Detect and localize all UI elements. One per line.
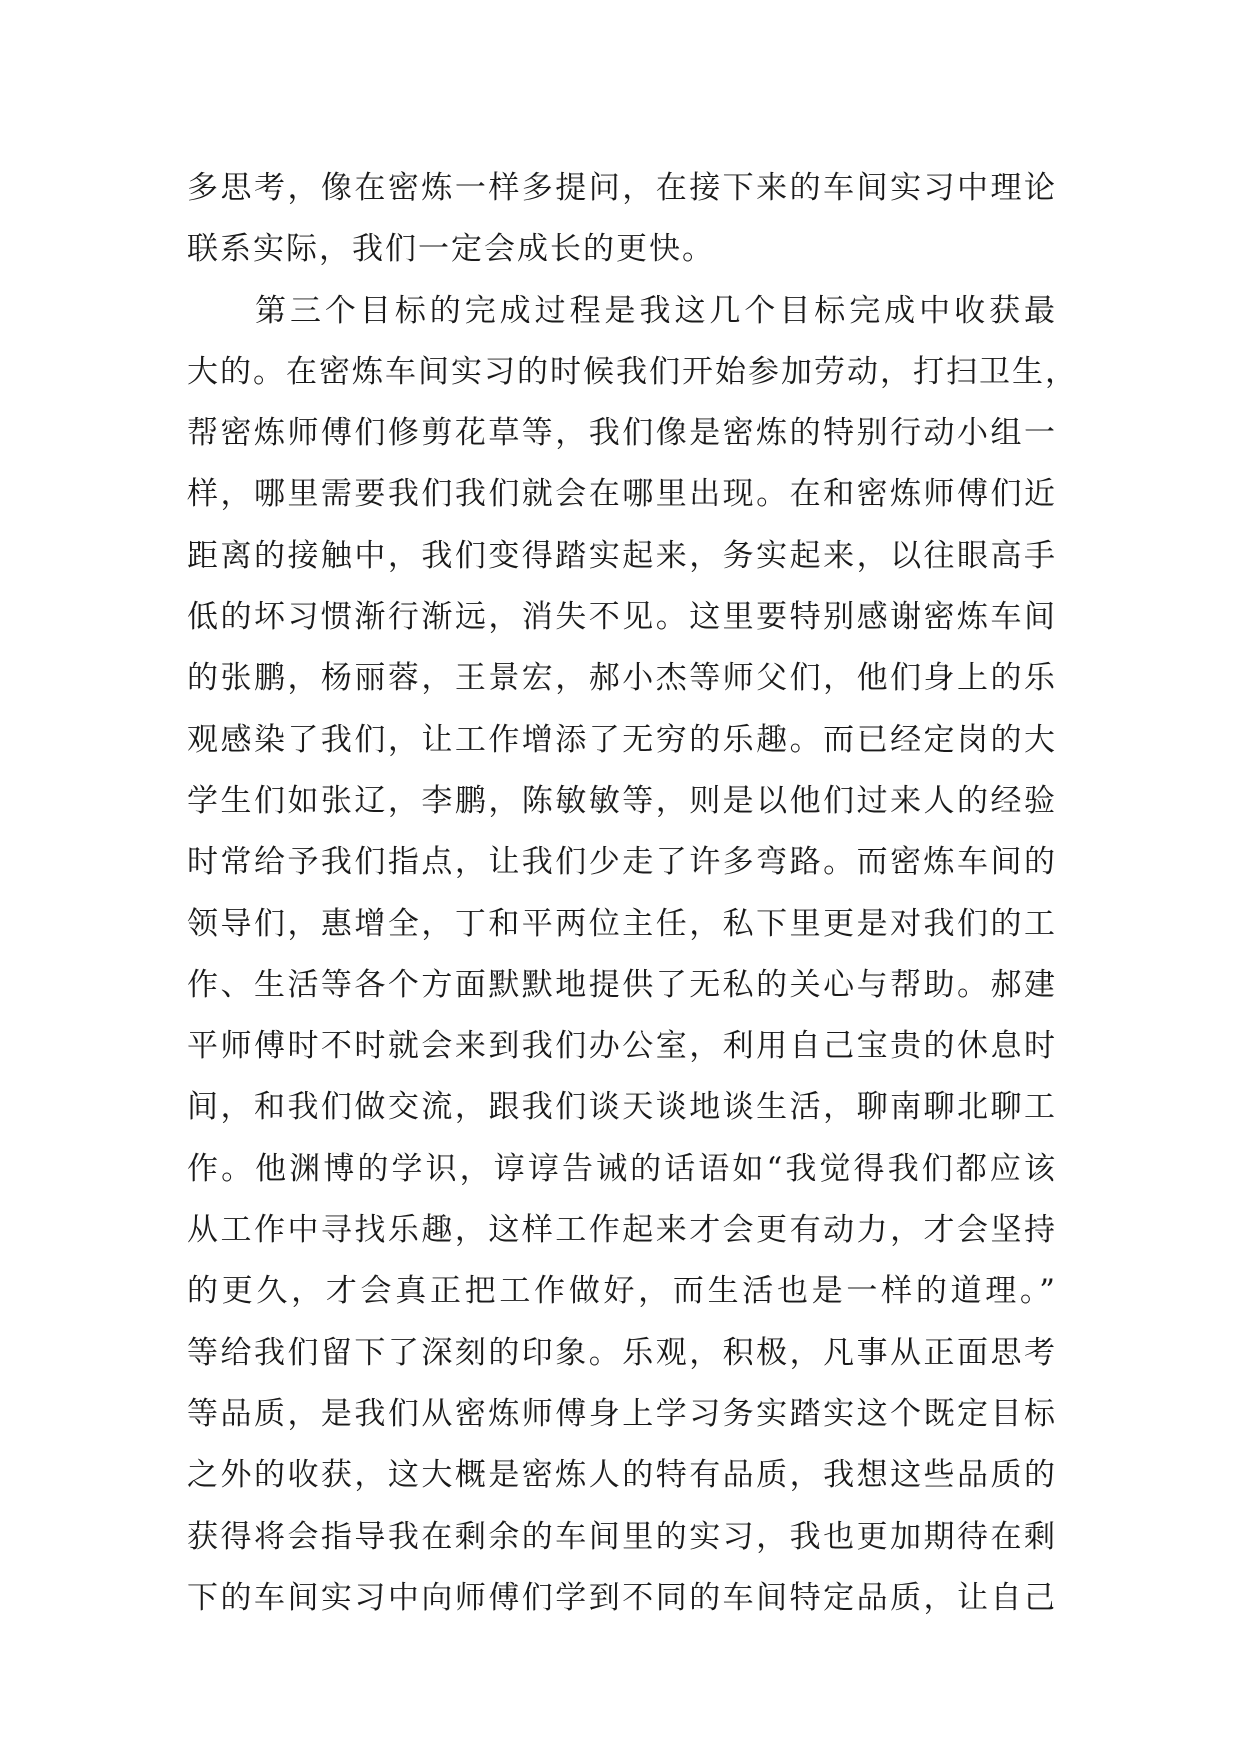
text-line: 下的车间实习中向师傅们学到不同的车间特定品质，让自己 bbox=[187, 1579, 1057, 1616]
text-line: 从工作中寻找乐趣，这样工作起来才会更有动力，才会坚持 bbox=[187, 1212, 1057, 1249]
text-line: 的张鹏，杨丽蓉，王景宏，郝小杰等师父们，他们身上的乐 bbox=[187, 660, 1057, 697]
text-line: 时常给予我们指点，让我们少走了许多弯路。而密炼车间的 bbox=[187, 844, 1057, 881]
body-text bbox=[187, 158, 1078, 1629]
text-line: 之外的收获，这大概是密炼人的特有品质，我想这些品质的 bbox=[187, 1457, 1057, 1494]
text-line: 等给我们留下了深刻的印象。乐观，积极，凡事从正面思考 bbox=[187, 1334, 1057, 1371]
text-line: 低的坏习惯渐行渐远，消失不见。这里要特别感谢密炼车间 bbox=[187, 599, 1057, 636]
text-line: 帮密炼师傅们修剪花草等，我们像是密炼的特别行动小组一 bbox=[187, 415, 1057, 452]
text-line: 多思考，像在密炼一样多提问，在接下来的车间实习中理论 bbox=[187, 170, 1057, 206]
text-line: 联系实际，我们一定会成长的更快。 bbox=[187, 231, 715, 268]
text-line: 观感染了我们，让工作增添了无穷的乐趣。而已经定岗的大 bbox=[187, 721, 1057, 758]
text-line: 平师傅时不时就会来到我们办公室，利用自己宝贵的休息时 bbox=[187, 1028, 1057, 1065]
text-line: 作。他渊博的学识，谆谆告诫的话语如“我觉得我们都应该 bbox=[187, 1150, 1057, 1187]
text-line: 大的。在密炼车间实习的时候我们开始参加劳动，打扫卫生， bbox=[187, 353, 1078, 390]
text-line: 的更久，才会真正把工作做好，而生活也是一样的道理。” bbox=[187, 1273, 1057, 1310]
text-line: 作、生活等各个方面默默地提供了无私的关心与帮助。郝建 bbox=[187, 966, 1057, 1003]
text-line: 样，哪里需要我们我们就会在哪里出现。在和密炼师傅们近 bbox=[187, 476, 1057, 513]
text-line: 领导们，惠增全，丁和平两位主任，私下里更是对我们的工 bbox=[187, 905, 1057, 942]
text-line: 学生们如张辽，李鹏，陈敏敏等，则是以他们过来人的经验 bbox=[187, 782, 1057, 819]
paragraph-start-line: 第三个目标的完成过程是我这几个目标完成中收获最 bbox=[255, 292, 1057, 329]
text-line: 获得将会指导我在剩余的车间里的实习，我也更加期待在剩 bbox=[187, 1518, 1057, 1555]
text-line: 等品质，是我们从密炼师傅身上学习务实踏实这个既定目标 bbox=[187, 1395, 1057, 1432]
text-line: 间，和我们做交流，跟我们谈天谈地谈生活，聊南聊北聊工 bbox=[187, 1089, 1057, 1126]
text-line: 距离的接触中，我们变得踏实起来，务实起来，以往眼高手 bbox=[187, 537, 1057, 574]
